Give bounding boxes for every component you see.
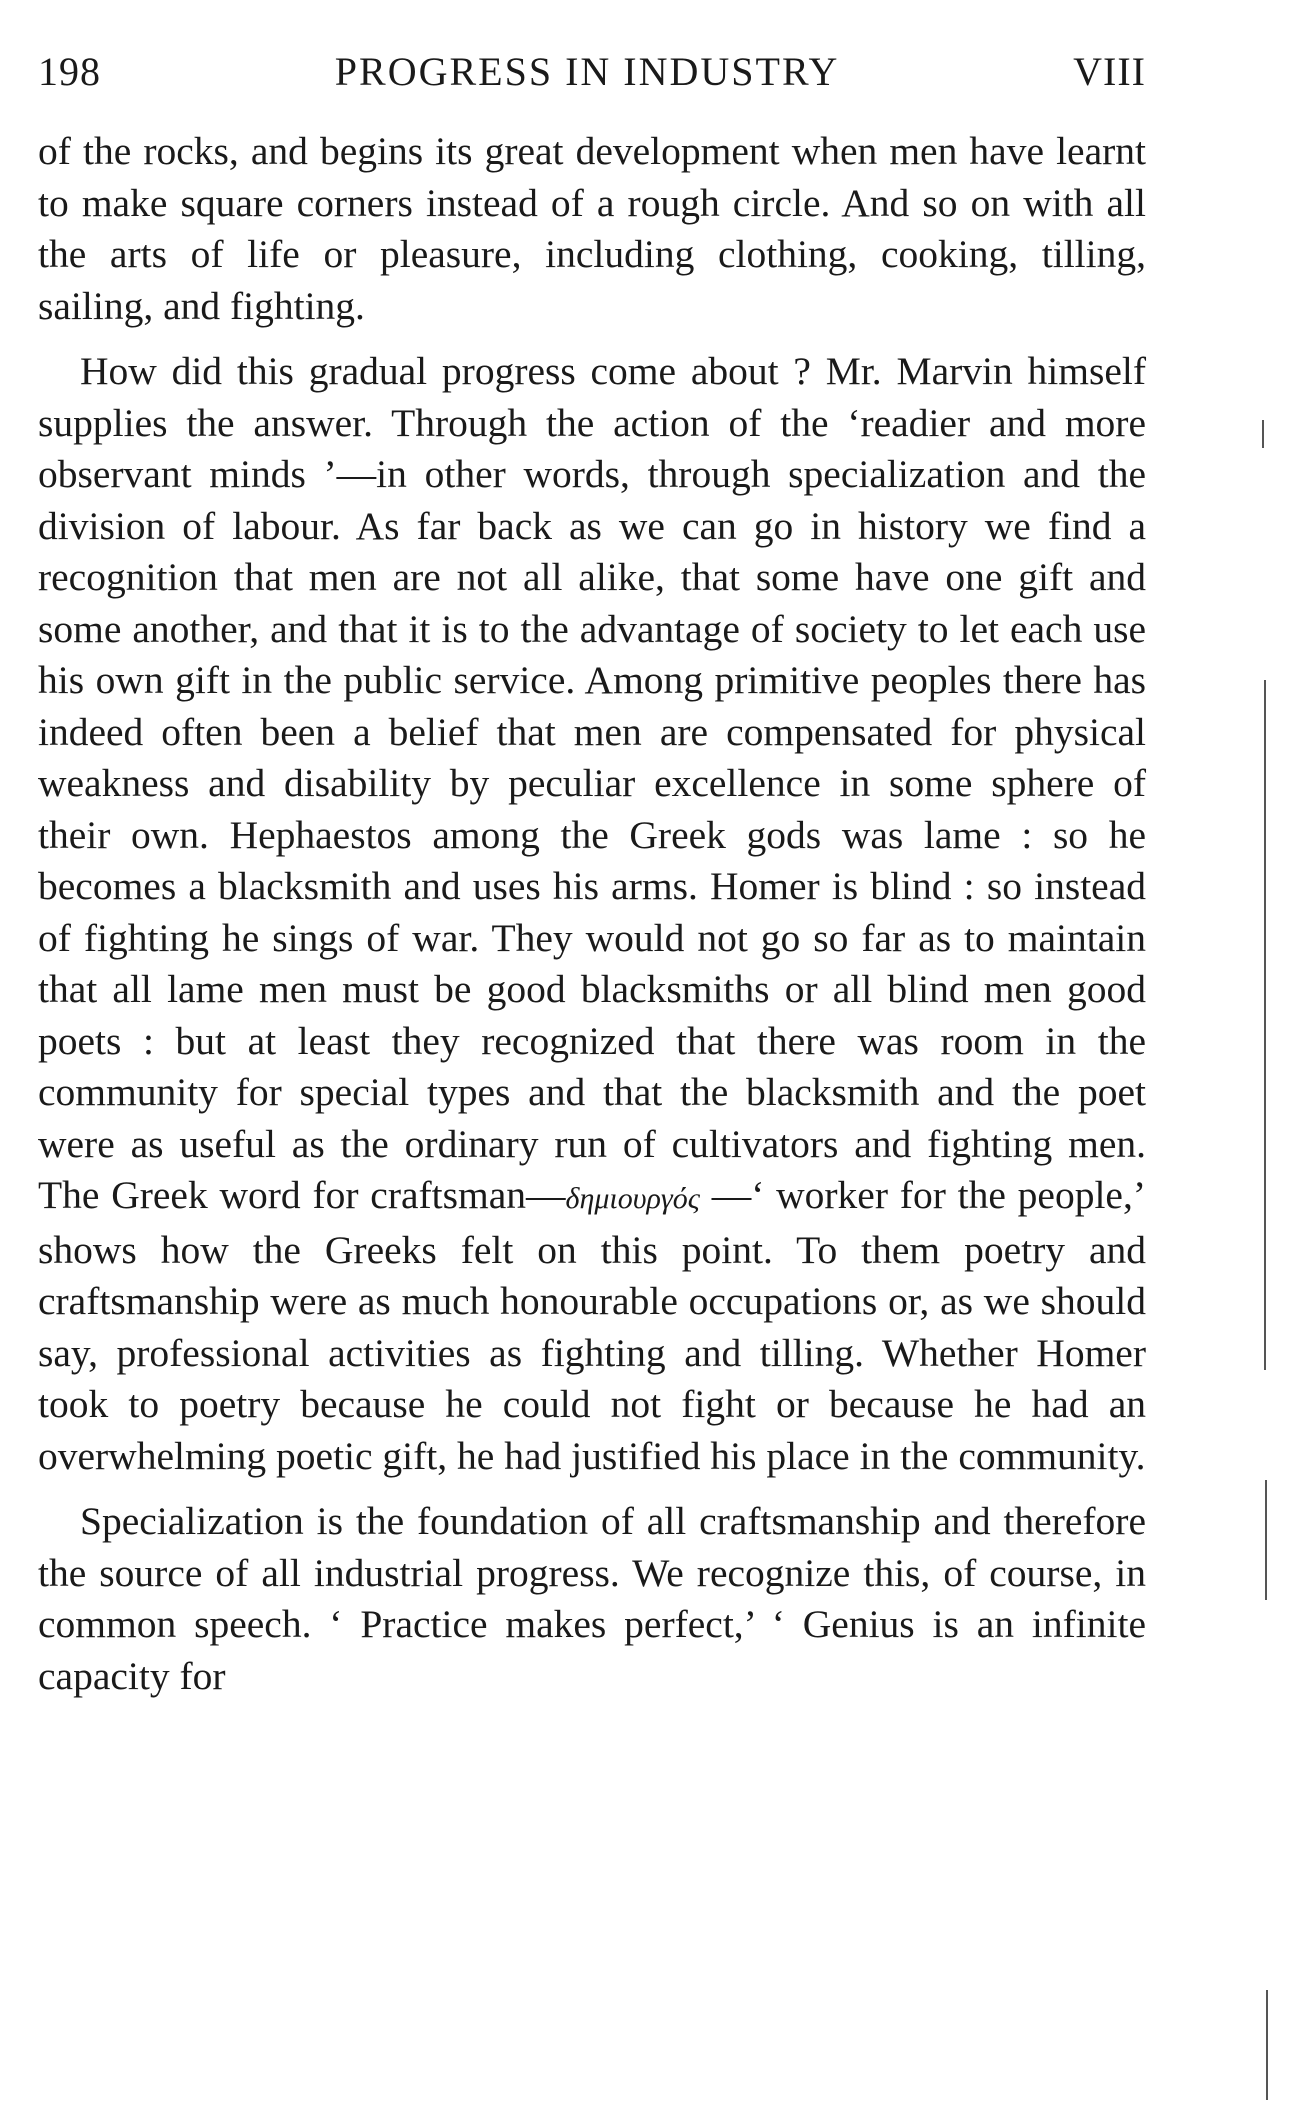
body-text (38, 126, 1146, 1702)
running-head (38, 40, 1146, 104)
paragraph-2-text-b: —‘ worker for the people,’ shows how the Greeks felt on this point. To them poetry and craftsmanship were as much honourable occupations or, as we should say, professional activities as fighting and tilling. Whether Homer took to poetry because he could not fight or because he had an overwhelming poetic gift, he had justified his place in the community. (38, 1173, 1146, 1478)
chapter-number: VIII (1073, 49, 1146, 94)
page-number: 198 (38, 49, 101, 94)
paragraph-2 (38, 346, 1146, 1482)
greek-word: δημιουργός (565, 1182, 700, 1215)
scan-mark (1262, 420, 1264, 448)
running-title: PROGRESS IN INDUSTRY (334, 49, 840, 94)
book-page (38, 40, 1146, 1716)
scan-mark (1265, 1480, 1267, 1600)
paragraph-2-text-a: How did this gradual progress come about ? Mr. Marvin himself supplies the answer. Through the action of the ‘readier and more observant minds ’—in other words, through specialization and the division of labour. As far back as we can go in history we find a recognition that men are not all alike, that some have one gift and some another, and that it is to the advantage of society to let each use his own gift in the public service. Among primitive peoples there has indeed often been a belief that men are compensated for physical weakness and disability by peculiar excellence in some sphere of their own. Hephaestos among the Greek gods was lame : so he becomes a blacksmith and uses his arms. Homer is blind : so instead of fighting he sings of war. They would not go so far as to maintain that all lame men must be good blacksmiths or all blind men good poets : but at least they recognized that there was room in the community for special types and that the blacksmith and the poet were as useful as the ordinary run of cultivators and fighting men. The Greek word for craftsman— (38, 349, 1146, 1217)
paragraph-3: Specialization is the foundation of all craftsmanship and therefore the source of all industrial progress. We recognize this, of course, in common speech. ‘ Practice makes perfect,’ ‘ Genius is an infinite capacity for (38, 1499, 1146, 1698)
scan-mark (1264, 680, 1266, 1370)
paragraph-1: of the rocks, and begins its great development when men have learnt to make square corners instead of a rough circle. And so on with all the arts of life or pleasure, including clothing, cooking, tilling, sailing, and fighting. (38, 129, 1146, 328)
scan-mark (1266, 1990, 1268, 2100)
